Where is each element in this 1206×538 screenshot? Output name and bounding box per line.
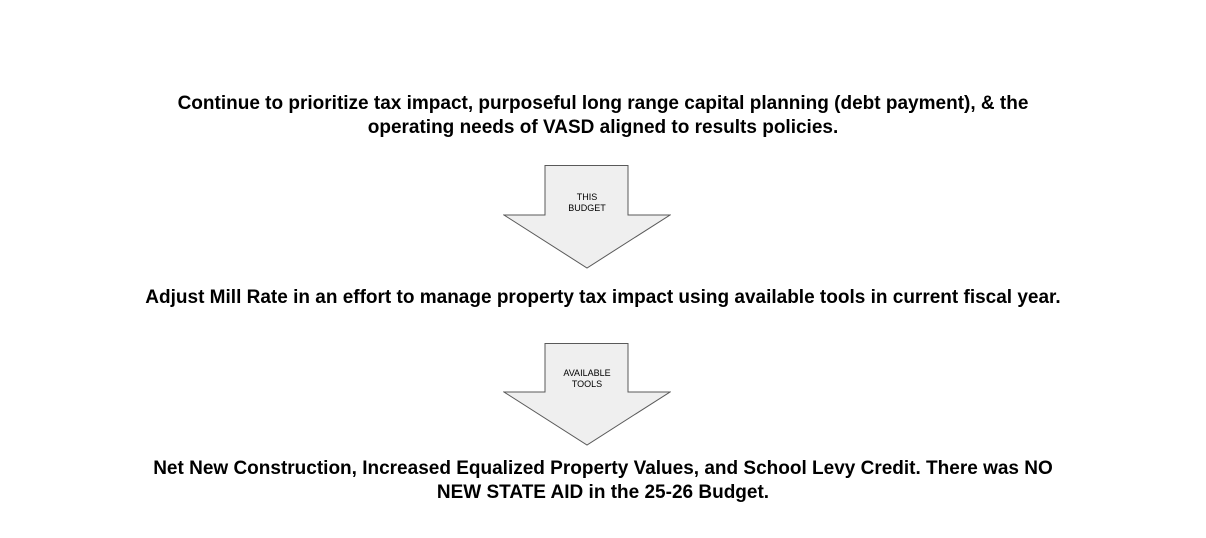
- statement-available-tools: [0, 457, 1206, 505]
- arrow-label-line: THIS: [576, 192, 598, 202]
- arrow-label-line: AVAILABLE: [563, 368, 611, 378]
- statement-line: NEW STATE AID in the 25-26 Budget.: [436, 482, 770, 503]
- arrow-shape: [504, 166, 670, 269]
- statement-line: Net New Construction, Increased Equalized Property Values, and School Levy Credit. There was NO: [153, 458, 1053, 479]
- down-arrow-this-budget: [503, 165, 671, 269]
- arrow-shape: [504, 344, 670, 446]
- down-arrow-icon: [503, 165, 671, 269]
- statement-line: Adjust Mill Rate in an effort to manage property tax impact using available tools in current fiscal year.: [145, 287, 1061, 308]
- down-arrow-available-tools: [503, 343, 671, 446]
- arrow-label-line: TOOLS: [571, 379, 603, 389]
- statement-line: Continue to prioritize tax impact, purposeful long range capital planning (debt payment), & the: [177, 93, 1029, 114]
- statement-adjust-mill-rate: [0, 286, 1206, 310]
- statement-line: operating needs of VASD aligned to results policies.: [367, 117, 839, 138]
- down-arrow-icon: [503, 343, 671, 446]
- arrow-label-line: BUDGET: [568, 203, 606, 213]
- statement-tax-impact-priority: [0, 92, 1206, 140]
